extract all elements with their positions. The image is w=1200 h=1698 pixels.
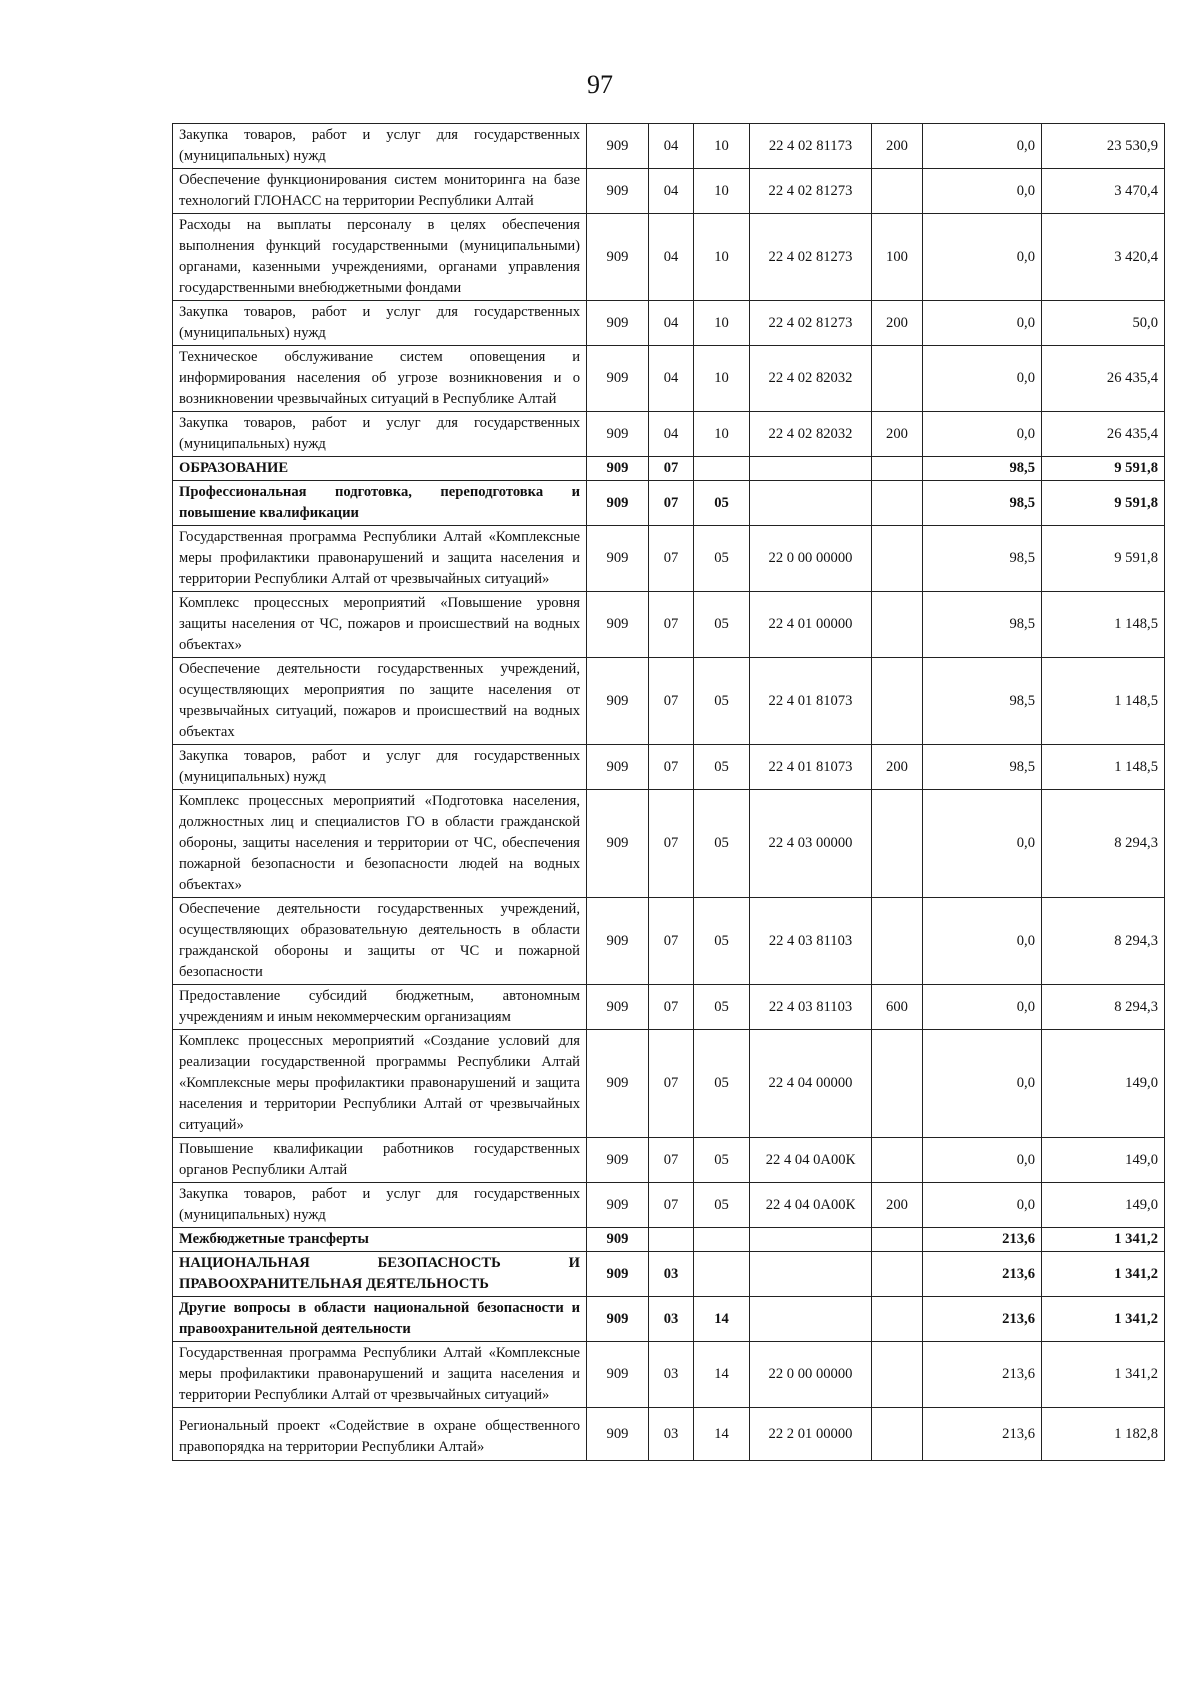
row-name-cell: Профессиональная подготовка, переподготовка и повышение квалификации	[173, 481, 587, 526]
subsection-code-cell: 14	[694, 1342, 750, 1408]
row-name-cell: Предоставление субсидий бюджетным, автономным учреждениям и иным некоммерческим организациям	[173, 985, 587, 1030]
table-row	[173, 592, 1165, 658]
table-row	[173, 1252, 1165, 1297]
target-article-cell: 22 4 03 00000	[750, 790, 872, 898]
ministry-code-cell: 909	[587, 214, 649, 301]
amount-2-cell: 8 294,3	[1042, 898, 1165, 985]
amount-2-cell: 149,0	[1042, 1138, 1165, 1183]
section-code-cell: 07	[649, 481, 694, 526]
target-article-cell: 22 4 02 81273	[750, 301, 872, 346]
table-row	[173, 1138, 1165, 1183]
expense-type-cell	[872, 898, 923, 985]
ministry-code-cell: 909	[587, 526, 649, 592]
table-row	[173, 124, 1165, 169]
expense-type-cell: 200	[872, 412, 923, 457]
target-article-cell	[750, 1297, 872, 1342]
subsection-code-cell: 14	[694, 1408, 750, 1461]
expense-type-cell	[872, 790, 923, 898]
subsection-code-cell	[694, 1228, 750, 1252]
section-code-cell: 07	[649, 985, 694, 1030]
row-name-cell: Расходы на выплаты персоналу в целях обеспечения выполнения функций государственными (муниципальными) органами, казенными учреждениями, органами управления государственными внебюджетными фондами	[173, 214, 587, 301]
expense-type-cell	[872, 457, 923, 481]
amount-1-cell: 0,0	[923, 1030, 1042, 1138]
target-article-cell	[750, 1228, 872, 1252]
row-name-cell: Обеспечение деятельности государственных учреждений, осуществляющих образовательную деятельность в области гражданской обороны и защиты от ЧС и пожарной безопасности	[173, 898, 587, 985]
target-article-cell	[750, 457, 872, 481]
amount-2-cell: 8 294,3	[1042, 985, 1165, 1030]
table-row	[173, 745, 1165, 790]
ministry-code-cell: 909	[587, 1030, 649, 1138]
ministry-code-cell: 909	[587, 301, 649, 346]
table-row	[173, 481, 1165, 526]
subsection-code-cell: 05	[694, 1030, 750, 1138]
section-code-cell: 07	[649, 658, 694, 745]
page-number: 97	[587, 70, 613, 99]
amount-2-cell: 1 341,2	[1042, 1342, 1165, 1408]
expense-type-cell	[872, 346, 923, 412]
amount-2-cell: 23 530,9	[1042, 124, 1165, 169]
target-article-cell: 22 2 01 00000	[750, 1408, 872, 1461]
expense-type-cell: 100	[872, 214, 923, 301]
amount-1-cell: 213,6	[923, 1342, 1042, 1408]
subsection-code-cell: 05	[694, 481, 750, 526]
expense-type-cell	[872, 1030, 923, 1138]
table-row	[173, 658, 1165, 745]
section-code-cell: 04	[649, 124, 694, 169]
table-row	[173, 790, 1165, 898]
amount-1-cell: 0,0	[923, 898, 1042, 985]
amount-1-cell: 0,0	[923, 124, 1042, 169]
row-name-cell: Техническое обслуживание систем оповещения и информирования населения об угрозе возникновения и о возникновении чрезвычайных ситуаций в Республике Алтай	[173, 346, 587, 412]
row-name-cell: Повышение квалификации работников государственных органов Республики Алтай	[173, 1138, 587, 1183]
amount-1-cell: 213,6	[923, 1408, 1042, 1461]
row-name-cell: Государственная программа Республики Алтай «Комплексные меры профилактики правонарушений и защита населения и территории Республики Алтай от чрезвычайных ситуаций»	[173, 1342, 587, 1408]
expense-type-cell	[872, 658, 923, 745]
expense-type-cell	[872, 481, 923, 526]
target-article-cell: 22 4 02 81173	[750, 124, 872, 169]
section-code-cell: 07	[649, 790, 694, 898]
amount-2-cell: 9 591,8	[1042, 526, 1165, 592]
ministry-code-cell: 909	[587, 1342, 649, 1408]
ministry-code-cell: 909	[587, 1183, 649, 1228]
amount-2-cell: 50,0	[1042, 301, 1165, 346]
target-article-cell: 22 4 02 81273	[750, 169, 872, 214]
subsection-code-cell: 10	[694, 412, 750, 457]
section-code-cell: 07	[649, 457, 694, 481]
section-code-cell: 07	[649, 1183, 694, 1228]
target-article-cell: 22 4 04 0А00К	[750, 1138, 872, 1183]
table-row	[173, 169, 1165, 214]
section-code-cell: 04	[649, 412, 694, 457]
amount-1-cell: 0,0	[923, 1138, 1042, 1183]
amount-1-cell: 0,0	[923, 301, 1042, 346]
amount-2-cell: 3 470,4	[1042, 169, 1165, 214]
amount-2-cell: 1 341,2	[1042, 1228, 1165, 1252]
section-code-cell: 04	[649, 169, 694, 214]
table-row	[173, 985, 1165, 1030]
subsection-code-cell: 05	[694, 1183, 750, 1228]
expense-type-cell	[872, 169, 923, 214]
target-article-cell: 22 0 00 00000	[750, 526, 872, 592]
section-code-cell: 03	[649, 1342, 694, 1408]
amount-1-cell: 98,5	[923, 592, 1042, 658]
subsection-code-cell: 05	[694, 526, 750, 592]
subsection-code-cell: 14	[694, 1297, 750, 1342]
target-article-cell: 22 4 01 81073	[750, 745, 872, 790]
subsection-code-cell	[694, 1252, 750, 1297]
budget-table	[172, 123, 1165, 1461]
subsection-code-cell: 05	[694, 658, 750, 745]
amount-1-cell: 98,5	[923, 457, 1042, 481]
section-code-cell: 07	[649, 1138, 694, 1183]
expense-type-cell	[872, 1252, 923, 1297]
target-article-cell: 22 4 02 82032	[750, 346, 872, 412]
ministry-code-cell: 909	[587, 1408, 649, 1461]
target-article-cell: 22 4 02 82032	[750, 412, 872, 457]
amount-2-cell: 26 435,4	[1042, 346, 1165, 412]
section-code-cell: 07	[649, 592, 694, 658]
subsection-code-cell: 10	[694, 301, 750, 346]
row-name-cell: НАЦИОНАЛЬНАЯ БЕЗОПАСНОСТЬ И ПРАВООХРАНИТЕЛЬНАЯ ДЕЯТЕЛЬНОСТЬ	[173, 1252, 587, 1297]
target-article-cell	[750, 481, 872, 526]
ministry-code-cell: 909	[587, 1297, 649, 1342]
row-name-cell: Закупка товаров, работ и услуг для государственных (муниципальных) нужд	[173, 301, 587, 346]
target-article-cell	[750, 1252, 872, 1297]
subsection-code-cell: 05	[694, 790, 750, 898]
row-name-cell: Закупка товаров, работ и услуг для государственных (муниципальных) нужд	[173, 1183, 587, 1228]
amount-2-cell: 9 591,8	[1042, 481, 1165, 526]
target-article-cell: 22 4 01 00000	[750, 592, 872, 658]
section-code-cell	[649, 1228, 694, 1252]
section-code-cell: 04	[649, 346, 694, 412]
section-code-cell: 07	[649, 745, 694, 790]
table-row	[173, 412, 1165, 457]
expense-type-cell: 200	[872, 124, 923, 169]
amount-2-cell: 3 420,4	[1042, 214, 1165, 301]
row-name-cell: Комплекс процессных мероприятий «Создание условий для реализации государственной программы Республики Алтай «Комплексные меры профилактики правонарушений и защита населения и территории Республики Алтай от чрезвычайных ситуаций»	[173, 1030, 587, 1138]
expense-type-cell	[872, 1138, 923, 1183]
ministry-code-cell: 909	[587, 1228, 649, 1252]
expense-type-cell	[872, 592, 923, 658]
row-name-cell: Региональный проект «Содействие в охране общественного правопорядка на территории Республики Алтай»	[173, 1408, 587, 1461]
amount-2-cell: 26 435,4	[1042, 412, 1165, 457]
row-name-cell: Комплекс процессных мероприятий «Подготовка населения, должностных лиц и специалистов ГО в области гражданской обороны, защиты населения и территории от ЧС, обеспечения пожарной безопасности и безопасности людей на водных объектах»	[173, 790, 587, 898]
amount-1-cell: 0,0	[923, 346, 1042, 412]
table-row	[173, 1228, 1165, 1252]
ministry-code-cell: 909	[587, 790, 649, 898]
target-article-cell: 22 4 01 81073	[750, 658, 872, 745]
row-name-cell: Обеспечение деятельности государственных учреждений, осуществляющих мероприятия по защите населения от чрезвычайных ситуаций, пожаров и происшествий на водных объектах	[173, 658, 587, 745]
ministry-code-cell: 909	[587, 658, 649, 745]
ministry-code-cell: 909	[587, 592, 649, 658]
section-code-cell: 07	[649, 1030, 694, 1138]
section-code-cell: 04	[649, 214, 694, 301]
table-row	[173, 1408, 1165, 1461]
target-article-cell: 22 0 00 00000	[750, 1342, 872, 1408]
ministry-code-cell: 909	[587, 124, 649, 169]
amount-1-cell: 0,0	[923, 412, 1042, 457]
table-row	[173, 301, 1165, 346]
amount-2-cell: 1 341,2	[1042, 1252, 1165, 1297]
expense-type-cell	[872, 1297, 923, 1342]
subsection-code-cell: 05	[694, 985, 750, 1030]
target-article-cell: 22 4 04 00000	[750, 1030, 872, 1138]
amount-1-cell: 98,5	[923, 481, 1042, 526]
ministry-code-cell: 909	[587, 1138, 649, 1183]
ministry-code-cell: 909	[587, 457, 649, 481]
amount-2-cell: 1 182,8	[1042, 1408, 1165, 1461]
amount-2-cell: 1 148,5	[1042, 745, 1165, 790]
row-name-cell: Другие вопросы в области национальной безопасности и правоохранительной деятельности	[173, 1297, 587, 1342]
amount-2-cell: 1 341,2	[1042, 1297, 1165, 1342]
table-body	[173, 124, 1165, 1461]
table-row	[173, 214, 1165, 301]
section-code-cell: 03	[649, 1408, 694, 1461]
subsection-code-cell: 10	[694, 346, 750, 412]
table-row	[173, 898, 1165, 985]
amount-1-cell: 0,0	[923, 985, 1042, 1030]
subsection-code-cell: 10	[694, 124, 750, 169]
target-article-cell: 22 4 04 0А00К	[750, 1183, 872, 1228]
row-name-cell: Комплекс процессных мероприятий «Повышение уровня защиты населения от ЧС, пожаров и происшествий на водных объектах»	[173, 592, 587, 658]
expense-type-cell	[872, 1408, 923, 1461]
subsection-code-cell	[694, 457, 750, 481]
amount-1-cell: 0,0	[923, 790, 1042, 898]
expense-type-cell	[872, 526, 923, 592]
subsection-code-cell: 05	[694, 898, 750, 985]
section-code-cell: 04	[649, 301, 694, 346]
amount-2-cell: 149,0	[1042, 1183, 1165, 1228]
expense-type-cell: 600	[872, 985, 923, 1030]
expense-type-cell: 200	[872, 745, 923, 790]
amount-2-cell: 9 591,8	[1042, 457, 1165, 481]
table-row	[173, 526, 1165, 592]
row-name-cell: ОБРАЗОВАНИЕ	[173, 457, 587, 481]
section-code-cell: 07	[649, 526, 694, 592]
table-row	[173, 346, 1165, 412]
amount-1-cell: 213,6	[923, 1252, 1042, 1297]
amount-2-cell: 8 294,3	[1042, 790, 1165, 898]
ministry-code-cell: 909	[587, 412, 649, 457]
table-row	[173, 1183, 1165, 1228]
amount-1-cell: 213,6	[923, 1228, 1042, 1252]
section-code-cell: 03	[649, 1297, 694, 1342]
table-row	[173, 457, 1165, 481]
subsection-code-cell: 05	[694, 745, 750, 790]
amount-1-cell: 213,6	[923, 1297, 1042, 1342]
subsection-code-cell: 10	[694, 214, 750, 301]
target-article-cell: 22 4 03 81103	[750, 898, 872, 985]
row-name-cell: Обеспечение функционирования систем мониторинга на базе технологий ГЛОНАСС на территории Республики Алтай	[173, 169, 587, 214]
ministry-code-cell: 909	[587, 745, 649, 790]
ministry-code-cell: 909	[587, 346, 649, 412]
row-name-cell: Закупка товаров, работ и услуг для государственных (муниципальных) нужд	[173, 124, 587, 169]
target-article-cell: 22 4 03 81103	[750, 985, 872, 1030]
amount-2-cell: 1 148,5	[1042, 658, 1165, 745]
subsection-code-cell: 05	[694, 592, 750, 658]
row-name-cell: Закупка товаров, работ и услуг для государственных (муниципальных) нужд	[173, 412, 587, 457]
expense-type-cell: 200	[872, 301, 923, 346]
ministry-code-cell: 909	[587, 1252, 649, 1297]
section-code-cell: 07	[649, 898, 694, 985]
amount-1-cell: 98,5	[923, 745, 1042, 790]
ministry-code-cell: 909	[587, 481, 649, 526]
amount-2-cell: 1 148,5	[1042, 592, 1165, 658]
expense-type-cell: 200	[872, 1183, 923, 1228]
ministry-code-cell: 909	[587, 985, 649, 1030]
ministry-code-cell: 909	[587, 169, 649, 214]
amount-2-cell: 149,0	[1042, 1030, 1165, 1138]
row-name-cell: Закупка товаров, работ и услуг для государственных (муниципальных) нужд	[173, 745, 587, 790]
target-article-cell: 22 4 02 81273	[750, 214, 872, 301]
amount-1-cell: 98,5	[923, 658, 1042, 745]
expense-type-cell	[872, 1342, 923, 1408]
amount-1-cell: 0,0	[923, 1183, 1042, 1228]
table-row	[173, 1030, 1165, 1138]
subsection-code-cell: 05	[694, 1138, 750, 1183]
row-name-cell: Государственная программа Республики Алтай «Комплексные меры профилактики правонарушений и защита населения и территории Республики Алтай от чрезвычайных ситуаций»	[173, 526, 587, 592]
ministry-code-cell: 909	[587, 898, 649, 985]
section-code-cell: 03	[649, 1252, 694, 1297]
amount-1-cell: 0,0	[923, 214, 1042, 301]
amount-1-cell: 0,0	[923, 169, 1042, 214]
table-row	[173, 1297, 1165, 1342]
table-row	[173, 1342, 1165, 1408]
amount-1-cell: 98,5	[923, 526, 1042, 592]
row-name-cell: Межбюджетные трансферты	[173, 1228, 587, 1252]
expense-type-cell	[872, 1228, 923, 1252]
subsection-code-cell: 10	[694, 169, 750, 214]
